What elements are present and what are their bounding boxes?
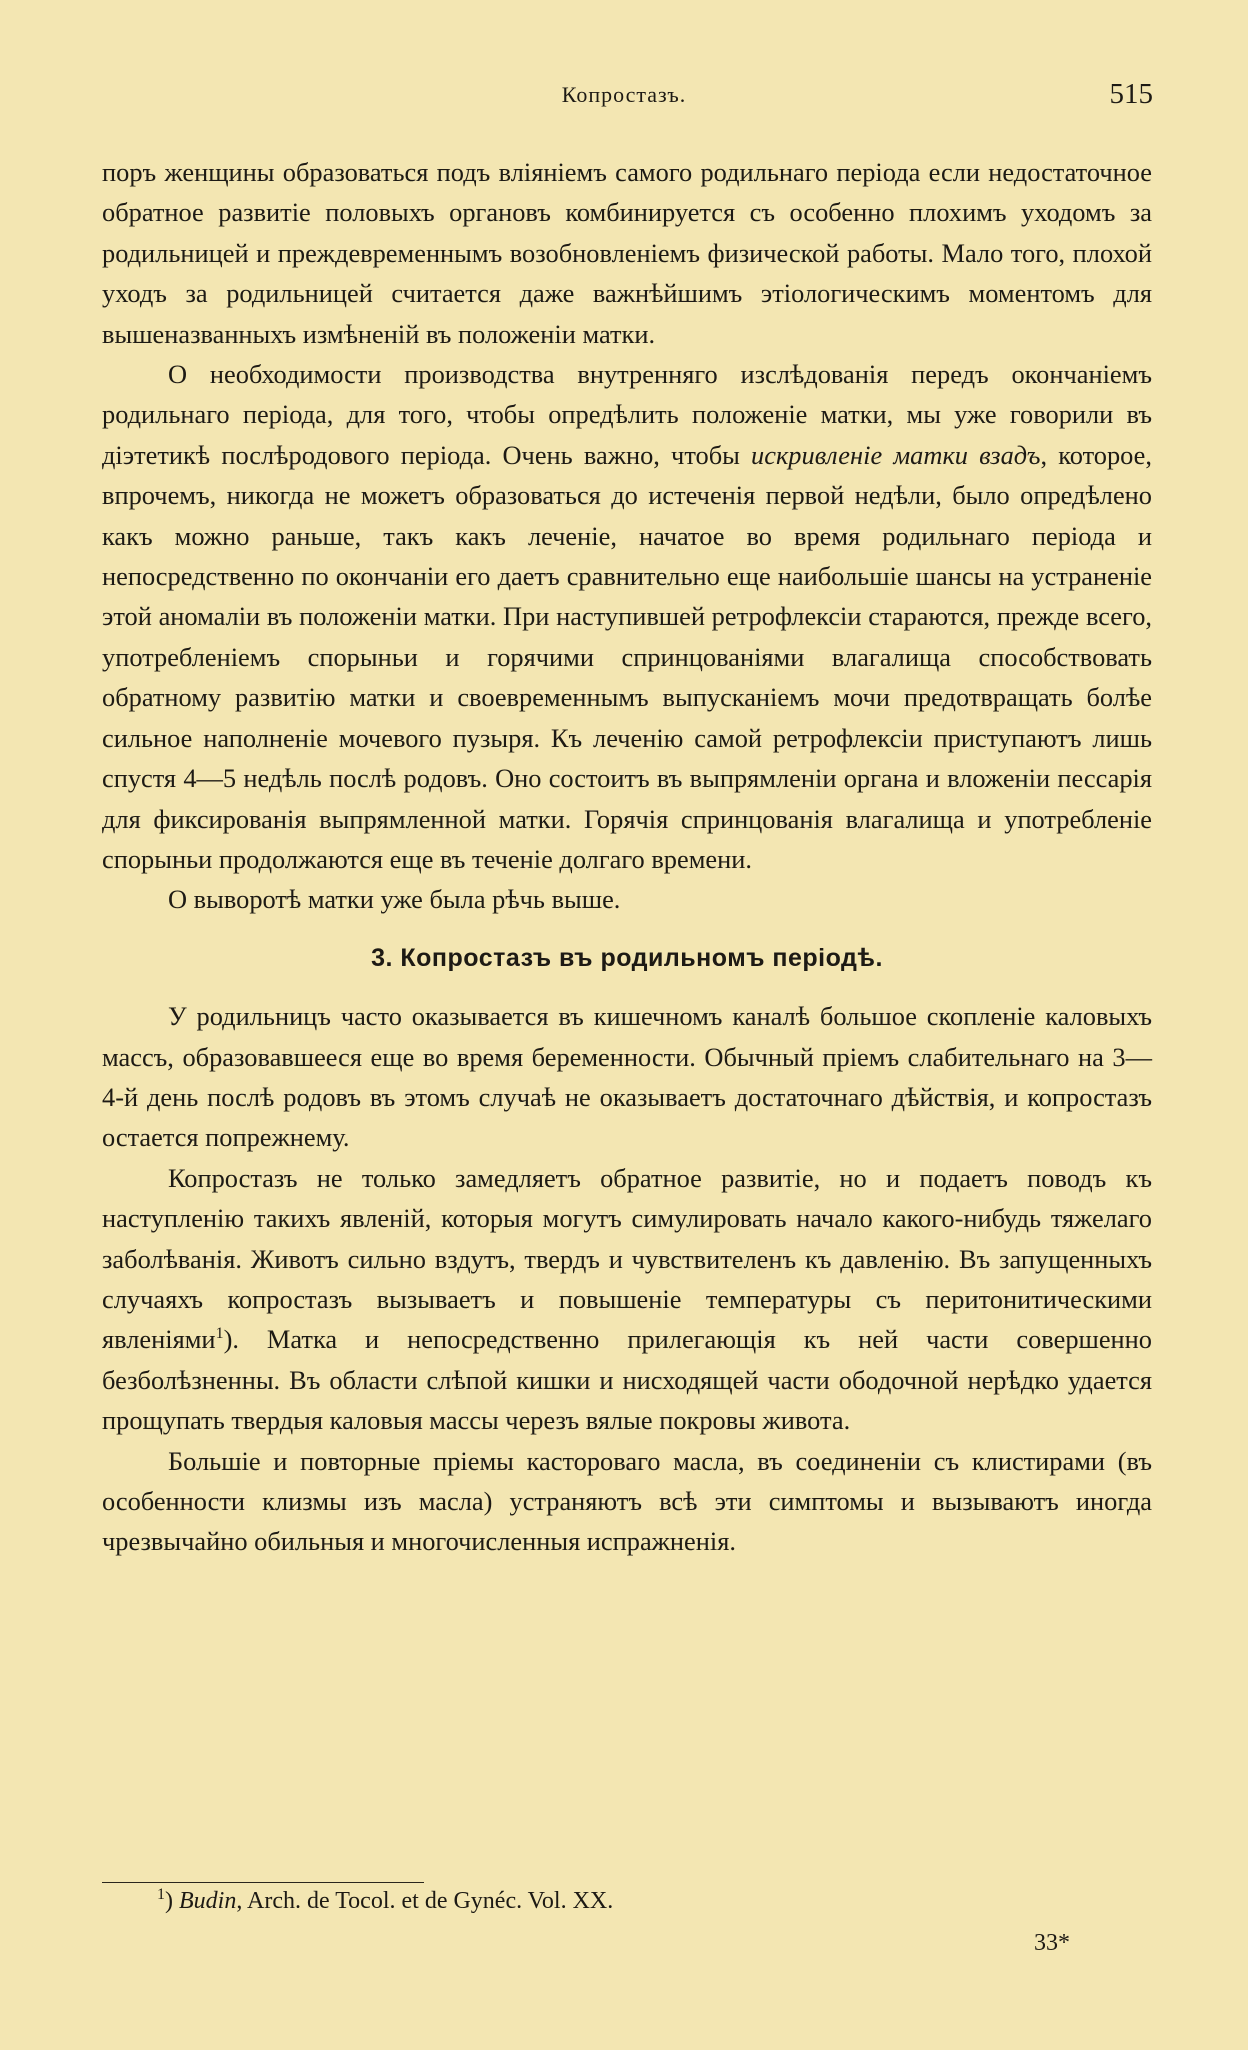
- footnote-reference: 1: [215, 1325, 224, 1343]
- italic-term: искривленіе матки взадъ: [751, 439, 1041, 470]
- signature-mark: 33*: [1034, 1930, 1070, 1956]
- footnote-author: Budin: [179, 1888, 237, 1914]
- running-title: Копростазъ.: [561, 82, 687, 107]
- paragraph-2-start: О необходимости производства внутренняго изслѣдованія передъ окончаніемъ родильнаго періода, для того, чтобы опредѣлить положеніе матки, мы уже говорили въ діэтетикѣ послѣродового періода. Очень важно, чтобы: [102, 359, 1152, 470]
- footnote-marker: 1: [157, 1886, 165, 1903]
- paragraph-2-end: , которое, впрочемъ, никогда не можетъ образоваться до истеченія первой недѣли, было опредѣлено какъ можно раньше, такъ какъ леченіе, начатое во время родильнаго періода и непосредственно по окончаніи его даетъ сравнительно еще наибольшіе шансы на устраненіе этой аномаліи въ положеніи матки. При наступившей ретрофлексіи стараются, прежде всего, употребленіемъ спорыньи и горячими спринцованіями влагалища способствовать обратному развитію матки и своевременнымъ выпусканіемъ мочи предотвращать болѣе сильное наполненіе мочевого пузыря. Къ леченію самой ретрофлексіи приступаютъ лишь спустя 4—5 недѣль послѣ родовъ. Оно состоитъ въ выпрямленіи органа и вложеніи пессарія для фиксированія выпрямленной матки. Горячія спринцованія влагалища и употребленіе спорыньи продолжаются еще въ теченіе долгаго времени.: [102, 439, 1152, 874]
- body-text: [102, 152, 1152, 1562]
- section-heading: 3. Копростазъ въ родильномъ періодѣ.: [371, 943, 883, 972]
- footnote-marker-close: ): [165, 1888, 173, 1914]
- page-number: 515: [1109, 78, 1153, 110]
- page-header: [0, 78, 1248, 122]
- paragraph-4: У родильницъ часто оказывается въ кишечномъ каналѣ большое скопленіе каловыхъ массъ, образовавшееся еще во время беременности. Обычный пріемъ слабительнаго на 3—4-й день послѣ родовъ въ этомъ случаѣ не оказываетъ достаточнаго дѣйствія, и копростазъ остается попрежнему.: [102, 1001, 1152, 1153]
- paragraph-6: Большіе и повторные пріемы кастороваго масла, въ соединеніи съ клистирами (въ особенности клизмы изъ масла) устраняютъ всѣ эти симптомы и вызываютъ иногда чрезвычайно обильныя и многочисленныя испражненія.: [102, 1445, 1152, 1557]
- paragraph-5-end: ). Матка и непосредственно прилегающія къ ней части совершенно безболѣзненны. Въ области слѣпой кишки и нисходящей части ободочной нерѣдко удается прощупать твердыя каловыя массы черезъ вялые покровы живота.: [102, 1324, 1152, 1436]
- footnote-divider: [102, 1882, 424, 1883]
- footnote: [157, 1888, 613, 1915]
- paragraph-5-start: Копростазъ не только замедляетъ обратное развитіе, но и подаетъ поводъ къ наступленію такихъ явленій, которыя могутъ симулировать начало какого-нибудь тяжелаго заболѣванія. Животъ сильно вздутъ, твердъ и чувствителенъ къ давленію. Въ запущенныхъ случаяхъ копростазъ вызываетъ и повышеніе температуры съ перитонитическими явленіями: [102, 1162, 1152, 1355]
- paragraph-1: поръ женщины образоваться подъ вліяніемъ самого родильнаго періода если недостаточное обратное развитіе половыхъ органовъ комбинируется съ особенно плохимъ уходомъ за родильницей и преждевременнымъ возобновленіемъ физической работы. Мало того, плохой уходъ за родильницей считается даже важнѣйшимъ этіологическимъ моментомъ для вышеназванныхъ измѣненій въ положеніи матки.: [102, 157, 1152, 349]
- paragraph-2: [102, 354, 1152, 879]
- paragraph-5: [102, 1158, 1152, 1441]
- paragraph-3: О выворотѣ матки уже была рѣчь выше.: [168, 884, 621, 915]
- footnote-citation: , Arch. de Tocol. et de Gynéc. Vol. XX.: [236, 1888, 614, 1914]
